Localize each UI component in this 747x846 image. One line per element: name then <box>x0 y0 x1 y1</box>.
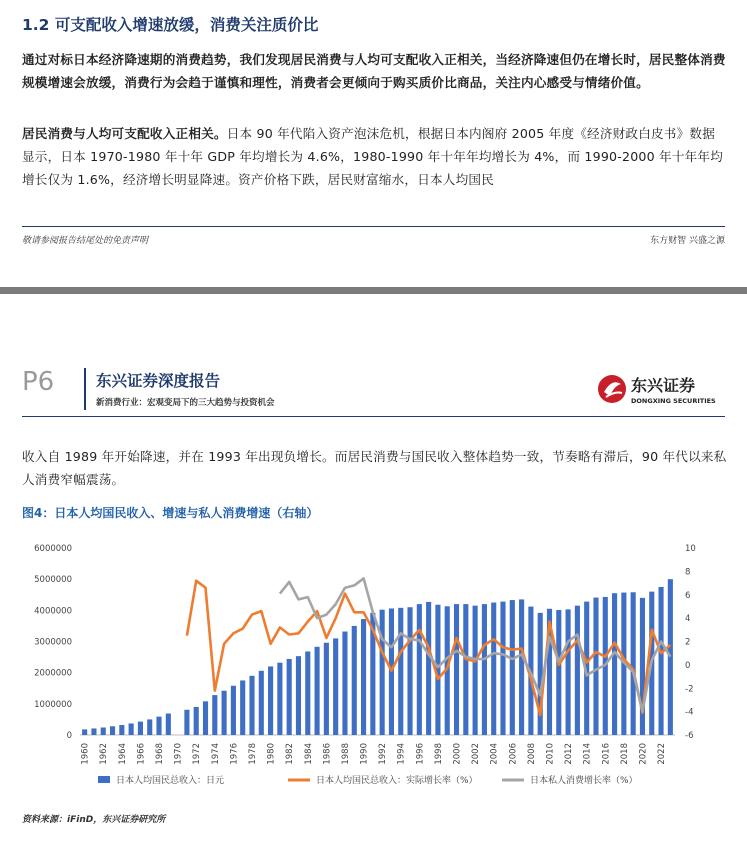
x-axis-tick-label: 1964 <box>117 743 128 765</box>
income-bar <box>352 626 357 735</box>
left-axis-tick-label: 5000000 <box>34 575 72 586</box>
x-axis-tick-label: 1986 <box>322 743 333 765</box>
income-bar <box>333 638 338 735</box>
income-bar <box>482 604 487 735</box>
legend-line-income-growth-label: 日本人均国民总收入：实际增长率（%） <box>316 776 478 786</box>
income-bar <box>398 608 403 735</box>
income-bar <box>138 722 143 735</box>
x-axis-tick-label: 1982 <box>285 743 296 765</box>
income-bar <box>287 659 292 735</box>
x-axis-tick-label: 1984 <box>303 743 314 765</box>
x-axis-tick-label: 1968 <box>155 743 166 765</box>
income-bar <box>91 728 96 735</box>
left-axis-tick-label: 6000000 <box>34 544 72 554</box>
x-axis-tick-label: 2010 <box>545 743 556 765</box>
income-bar <box>454 604 459 735</box>
x-axis-tick-label: 1972 <box>192 743 203 765</box>
income-bar <box>324 643 329 735</box>
x-axis-tick-label: 1990 <box>359 743 370 765</box>
income-bar <box>110 726 115 735</box>
income-bar <box>184 710 189 735</box>
income-bar <box>407 607 412 735</box>
legend-bar-income-swatch <box>98 776 110 783</box>
figure-title: 图4：日本人均国民收入、增速与私人消费增速（右轴） <box>22 506 319 520</box>
x-axis-tick-label: 1976 <box>229 743 240 765</box>
income-bar <box>268 666 273 735</box>
x-axis-tick-label: 1962 <box>99 743 110 765</box>
page-number: P6 <box>22 367 55 397</box>
income-bar <box>194 707 199 735</box>
income-paragraph-body: 日本 90 年代陷入资产泡沫危机，根据日本内阁府 2005 年度《经济财政白皮书》数据显示，日本 1970-1980 年十年 GDP 年均增长为 4.6%，1980-1990 年十年年均增长为 4%，而 1990-2000 年十年年均增长仅为 1.6%，经济增长明显降速。资产价格下跌，居民财富缩水，日本人均国民 <box>22 126 724 187</box>
income-bar <box>612 593 617 735</box>
left-axis-tick-label: 1000000 <box>34 699 72 710</box>
x-axis-tick-label: 2014 <box>582 743 593 765</box>
income-bar <box>575 606 580 735</box>
income-bar <box>631 592 636 735</box>
x-axis-tick-label: 1960 <box>80 743 91 765</box>
right-axis-tick-label: 10 <box>685 544 696 554</box>
left-axis-tick-label: 3000000 <box>34 637 72 648</box>
x-axis-tick-label: 2006 <box>508 743 519 765</box>
income-bar <box>315 647 320 735</box>
income-paragraph <box>22 122 727 191</box>
consumption-paragraph: 收入自 1989 年开始降速，并在 1993 年出现负增长。而居民消费与国民收入整体趋势一致，节奏略有滞后，90 年代以来私人消费窄幅震荡。 <box>22 449 727 487</box>
income-bar <box>203 701 208 735</box>
income-bar <box>538 613 543 735</box>
x-axis-tick-label: 2022 <box>657 743 668 765</box>
income-bar <box>147 719 152 735</box>
income-bar <box>426 602 431 735</box>
x-axis-tick-label: 2000 <box>452 743 463 765</box>
x-axis-tick-label: 1988 <box>340 743 351 765</box>
footer-disclaimer: 敬请参阅报告结尾处的免责声明 <box>22 236 149 246</box>
x-axis-tick-label: 1992 <box>378 743 389 765</box>
income-bar <box>361 619 366 735</box>
income-bar <box>668 579 673 735</box>
left-axis-tick-label: 0 <box>66 731 72 741</box>
legend-line-consumption-label: 日本私人消费增长率（%） <box>530 776 638 786</box>
income-bar <box>231 686 236 735</box>
income-bar <box>510 600 515 735</box>
right-axis-tick-label: 6 <box>685 590 691 601</box>
income-bar <box>500 602 505 735</box>
income-paragraph-lead: 居民消费与人均可支配收入正相关。 <box>22 126 227 141</box>
x-axis-tick-label: 1966 <box>136 743 147 765</box>
left-axis-tick-label: 4000000 <box>34 606 72 617</box>
right-axis-tick-label: 0 <box>685 660 691 671</box>
right-axis-tick-label: 8 <box>685 567 691 578</box>
logo-en-text: DONGXING SECURITIES <box>631 397 716 405</box>
income-bar <box>166 713 171 735</box>
income-bar <box>259 671 264 735</box>
income-bar <box>119 725 124 735</box>
income-bar <box>249 676 254 735</box>
legend-bar-income-label: 日本人均国民总收入：日元 <box>116 776 225 786</box>
x-axis-tick-label: 2012 <box>564 743 575 765</box>
x-axis-tick-label: 1970 <box>173 743 184 765</box>
income-bar <box>129 723 134 735</box>
income-bar <box>519 599 524 735</box>
right-axis-tick-label: 4 <box>685 614 691 625</box>
report-title: 东兴证券深度报告 <box>96 372 221 390</box>
income-bar <box>342 632 347 735</box>
income-bar <box>82 729 87 735</box>
income-bar <box>463 604 468 735</box>
income-bar <box>593 598 598 735</box>
x-axis-tick-label: 2004 <box>489 743 500 765</box>
logo-cn-text: 东兴证券 <box>631 376 696 395</box>
income-bar <box>240 680 245 735</box>
x-axis-tick-label: 1974 <box>210 743 221 765</box>
income-bar <box>305 651 310 735</box>
company-logo <box>597 372 722 406</box>
income-bar <box>101 728 106 735</box>
income-consumption-chart <box>20 530 730 795</box>
income-bar <box>277 663 282 735</box>
footer-rule <box>22 226 725 227</box>
income-bar <box>566 609 571 735</box>
x-axis-tick-label: 1998 <box>433 743 444 765</box>
x-axis-tick-label: 1994 <box>396 743 407 765</box>
left-axis-tick-label: 2000000 <box>34 668 72 679</box>
income-bar <box>556 610 561 735</box>
right-axis-tick-label: 2 <box>685 637 691 648</box>
x-axis-tick-label: 1996 <box>415 743 426 765</box>
income-bar <box>296 656 301 735</box>
report-subtitle: 新消费行业：宏观变局下的三大趋势与投资机会 <box>96 398 275 408</box>
x-axis-tick-label: 1980 <box>266 743 277 765</box>
footer-slogan: 东方财智 兴盛之源 <box>650 236 725 246</box>
header-rule <box>22 416 725 417</box>
x-axis-tick-label: 2008 <box>526 743 537 765</box>
figure-source: 资料来源：iFinD，东兴证券研究所 <box>22 815 166 825</box>
income-bar <box>658 587 663 735</box>
page-separator <box>0 287 747 294</box>
intro-paragraph: 通过对标日本经济降速期的消费趋势，我们发现居民消费与人均可支配收入正相关，当经济降速但仍在增长时，居民整体消费规模增速会放缓，消费行为会趋于谨慎和理性，消费者会更倾向于购买质价比商品，关注内心感受与情绪价值。 <box>22 52 726 90</box>
x-axis-tick-label: 2002 <box>471 743 482 765</box>
x-axis-tick-label: 2018 <box>619 743 630 765</box>
right-axis-tick-label: -2 <box>685 684 694 695</box>
right-axis-tick-label: -4 <box>685 707 694 718</box>
right-axis-tick-label: -6 <box>685 731 694 741</box>
income-bar <box>491 603 496 735</box>
income-bar <box>212 695 217 735</box>
income-bar <box>222 691 227 735</box>
income-bar <box>380 610 385 735</box>
section-title: 1.2 可支配收入增速放缓，消费关注质价比 <box>22 16 319 34</box>
income-bar <box>156 717 161 735</box>
header-divider <box>84 368 86 410</box>
income-bar <box>640 598 645 735</box>
x-axis-tick-label: 1978 <box>247 743 258 765</box>
income-bar <box>473 606 478 735</box>
income-bar <box>417 604 422 735</box>
x-axis-tick-label: 2020 <box>638 743 649 765</box>
x-axis-tick-label: 2016 <box>601 743 612 765</box>
